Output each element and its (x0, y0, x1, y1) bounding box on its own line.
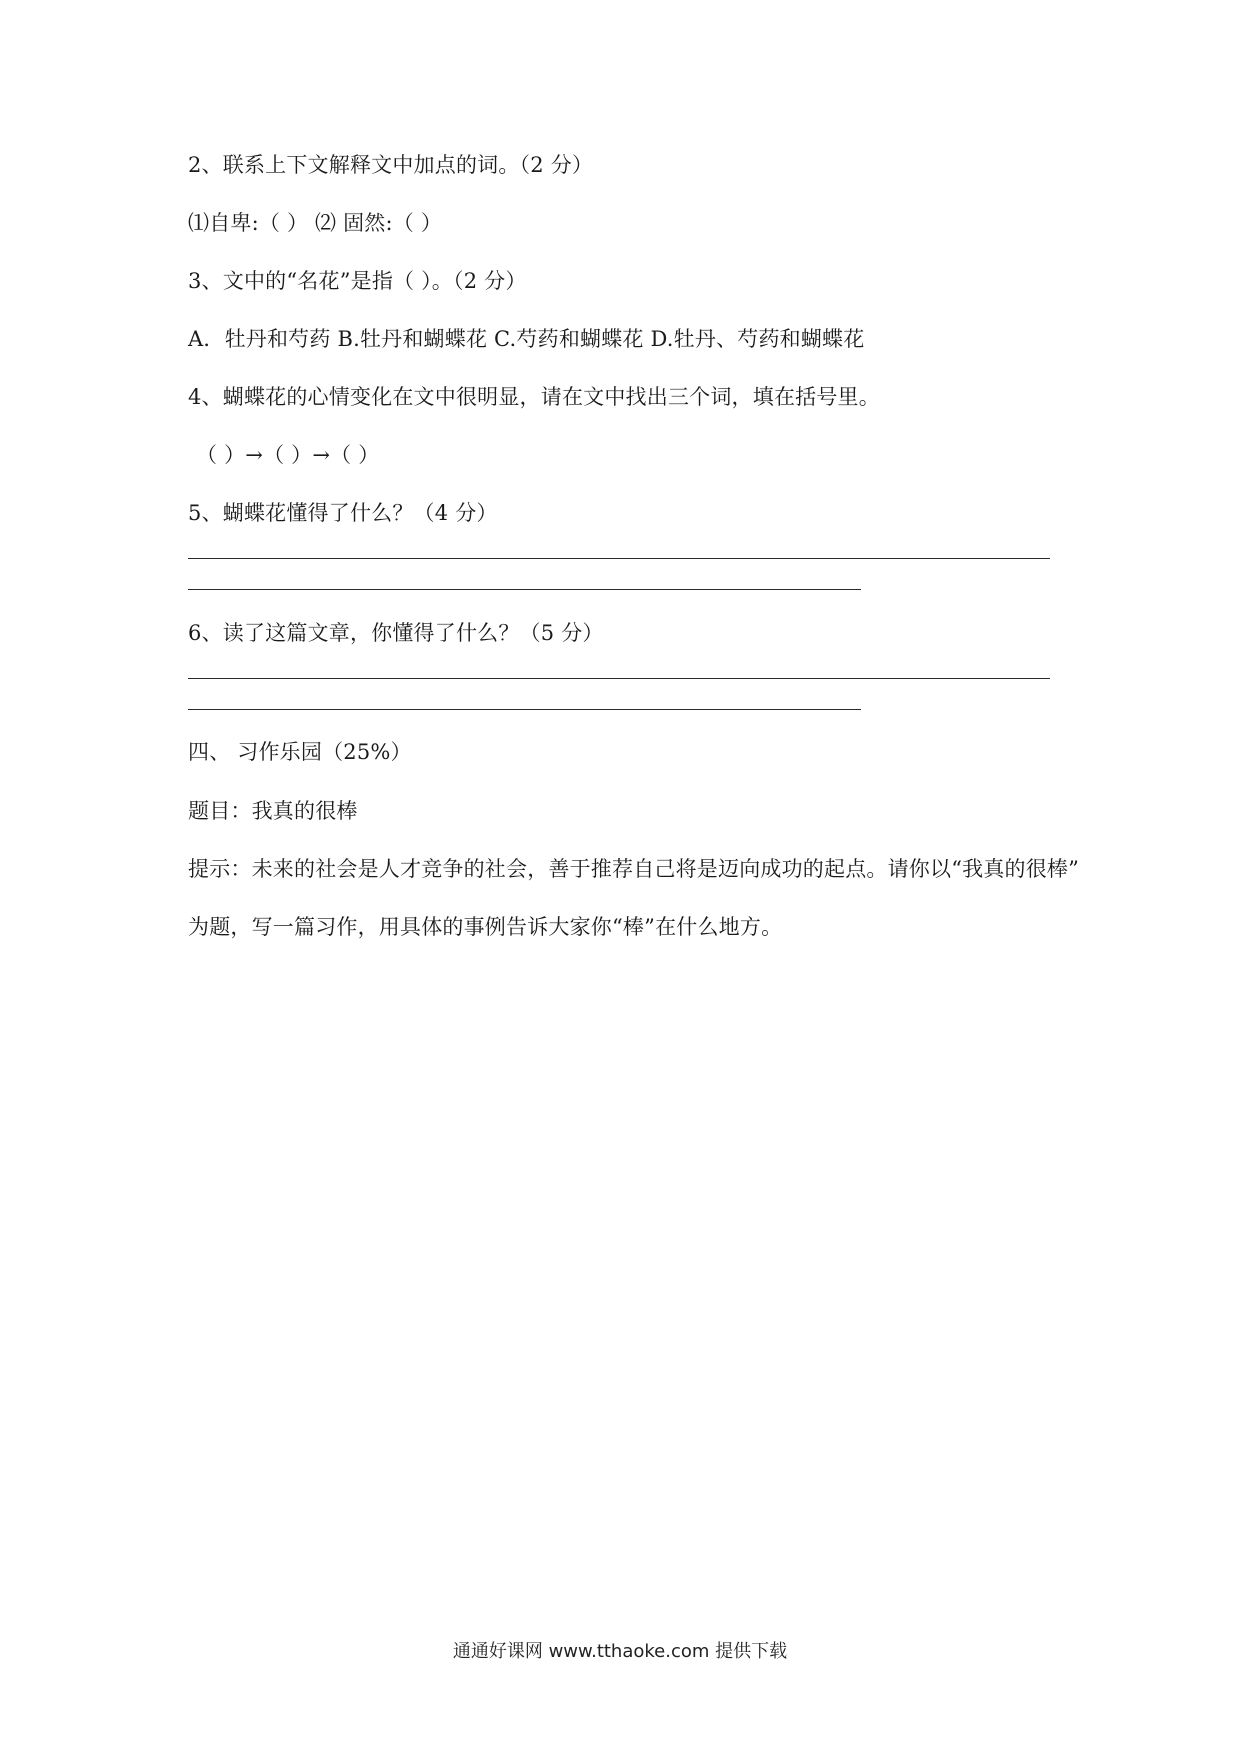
section-4-heading: 四、 习作乐园（25%） (188, 740, 412, 764)
question-6-prompt: 6、读了这篇文章，你懂得了什么？（5 分） (188, 621, 604, 645)
question-3-options: A．牡丹和芍药 B.牡丹和蝴蝶花 C.芍药和蝴蝶花 D.牡丹、芍药和蝴蝶花 (188, 327, 865, 351)
section-4-hint-line-1: 提示：未来的社会是人才竞争的社会，善于推荐自己将是迈向成功的起点。请你以“我真的很棒” (188, 857, 1080, 881)
question-2-items: ⑴自卑:（ ） ⑵ 固然:（ ） (188, 211, 443, 235)
section-4-hint-line-2: 为题，写一篇习作，用具体的事例告诉大家你“棒”在什么地方。 (188, 915, 783, 939)
question-5-prompt: 5、蝴蝶花懂得了什么？（4 分） (188, 501, 498, 525)
question-5-answer-line-2[interactable] (188, 589, 861, 590)
question-4-blanks: （ ）→（ ）→（ ） (196, 443, 380, 467)
question-6-answer-line-2[interactable] (188, 709, 861, 710)
page-footer: 通通好课网 www.tthaoke.com 提供下载 (452, 1641, 788, 1662)
question-4-prompt: 4、蝴蝶花的心情变化在文中很明显，请在文中找出三个词，填在括号里。 (188, 385, 880, 409)
question-3-prompt: 3、文中的“名花”是指（ ）。（2 分） (188, 269, 527, 293)
section-4-topic: 题目：我真的很棒 (188, 799, 358, 823)
question-2-prompt: 2、联系上下文解释文中加点的词。（2 分） (188, 153, 594, 177)
question-5-answer-line-1[interactable] (188, 558, 1050, 559)
question-6-answer-line-1[interactable] (188, 678, 1050, 679)
